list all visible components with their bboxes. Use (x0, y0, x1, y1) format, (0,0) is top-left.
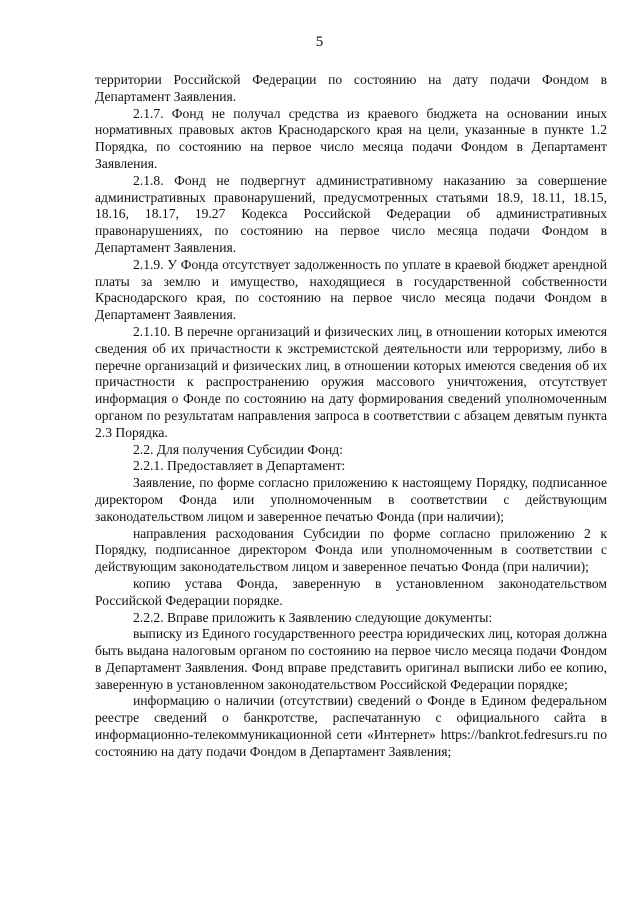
paragraph-application: Заявление, по форме согласно приложению к настоящему Порядку, подписанное директором Фонда или уполномоченным в соответствии с действующим законодательством лицом и заверенное печатью Фонда (при наличии); (95, 475, 607, 524)
paragraph-2-2-2: 2.2.2. Вправе приложить к Заявлению следующие документы: (133, 609, 493, 625)
paragraph-2-2-1: 2.2.1. Предоставляет в Департамент: (133, 458, 346, 474)
paragraph-2-1-7: 2.1.7. Фонд не получал средства из краевого бюджета на основании иных нормативных правовых актов Краснодарского края на цели, указанные в пункте 1.2 Порядка, по состоянию на первое число месяца подачи Фондом в Департамент Заявления. (95, 105, 607, 171)
paragraph-continuation: территории Российской Федерации по состоянию на дату подачи Фондом в Департамент Заявления. (95, 72, 607, 104)
paragraph-2-1-9: 2.1.9. У Фонда отсутствует задолженность по уплате в краевой бюджет арендной платы за землю и имущество, находящиеся в государственной собственности Краснодарского края, по состоянию на первое число месяца подачи Фондом в Департамент Заявления. (95, 256, 607, 323)
paragraph-2-2: 2.2. Для получения Субсидии Фонд: (133, 441, 343, 457)
body-text (95, 72, 607, 761)
paragraph-bankruptcy-info: информацию о наличии (отсутствии) сведений о Фонде в Едином федеральном реестре сведений о банкротстве, распечатанную с официального сайта в информационно-телекоммуникационной сети «Интернет» https://bankrot.fedresurs.ru по состоянию на дату подачи Фондом в Департамент Заявления; (95, 693, 607, 759)
paragraph-2-1-8: 2.1.8. Фонд не подвергнут административному наказанию за совершение административных правонарушений, предусмотренных статьями 18.9, 18.11, 18.15, 18.16, 18.17, 19.27 Кодекса Российской Федерации об административных правонарушениях, по состоянию на первое число месяца подачи Фондом в Департамент Заявления. (95, 172, 607, 255)
paragraph-2-1-10: 2.1.10. В перечне организаций и физических лиц, в отношении которых имеются сведения об их причастности к экстремистской деятельности или терроризму, либо в перечне организаций и физических лиц, в отношении которых имеются сведения об их причастности к распространению оружия массового уничтожения, отсутствует информация о Фонде по состоянию на дату формирования сведений уполномоченным органом по результатам направления запроса в соответствии с абзацем девятым пункта 2.3 Порядка. (95, 323, 607, 440)
paragraph-charter-copy: копию устава Фонда, заверенную в установленном законодательством Российской Федерации порядке. (95, 575, 607, 608)
page-number: 5 (315, 34, 324, 50)
paragraph-expense-directions: направления расходования Субсидии по форме согласно приложению 2 к Порядку, подписанное директором Фонда или уполномоченным в соответствии с действующим законодательством лицом и заверенное печатью Фонда (при наличии); (95, 525, 607, 575)
paragraph-registry-extract: выписку из Единого государственного реестра юридических лиц, которая должна быть выдана налоговым органом по состоянию на первое число месяца подачи Фондом в Департамент Заявления. Фонд вправе представить оригинал выписки либо ее копию, заверенную в установленном законодательством Российской Федерации порядке; (95, 626, 607, 692)
